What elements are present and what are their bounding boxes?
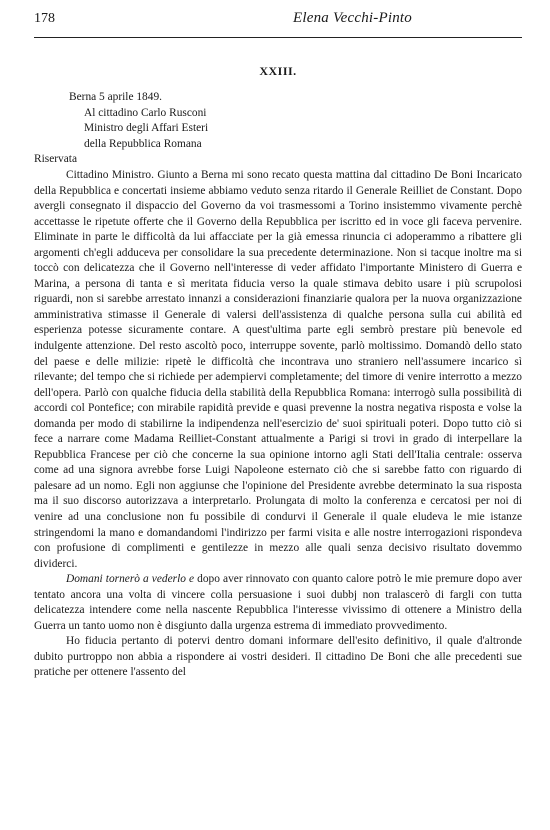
addressee-line: Ministro degli Affari Esteri (84, 122, 209, 135)
paragraph-text: Cittadino Ministro. Giunto a Berna mi sono recato questa mattina dal cittadino De Boni Incaricato della Repubblica e concertati insieme abbiamo veduto senza ritardo il Generale Reilliet de Constant. Dopo avergli consegnato il dispaccio del Governo da voi trasmessomi a Torino insistemmo vivamente perchè accettasse le ripetute offerte che il Governo della Repubblica per iscritto ed in voce gli faceva pervenire. Eliminate in parte le difficoltà da lui affacciate per la già emessa rinuncia ci adoperammo a ribattere gli argomenti ch'egli adduceva per consolidare la sua precedente determinazione. Non si tacque inoltre ma si toccò con delicatezza che il Governo nell'interesse di veder affidato l'importante Ministero di Guerra e Marina, a persona di tanta e sì meritata fiducia verso la quale stimava debito usare i più scrupolosi riguardi, non si sarebbe arrestato innanzi a considerazioni finanziarie qualora per la nuova organizzazione amministrativa stimasse il Generale di valersi dell'assistenza di qualche persona sulla cui abilità ed esperienza potesse sicuramente contare. A quest'ultima parte egli sembrò prestare più benevole ed indulgente attenzione. Del resto ascoltò poco, interruppe sovente, parlò moltissimo. Domandò dello stato del paese e delle milizie: ripetè le difficoltà che incontrava uno straniero nell'assumere incarico sì rilevante; del tempo che si richiede per adempiervi completamente; del timore di venire interrotto a mezzo dell'opera. Parlò con qualche fiducia della stabilità della Repubblica Romana: interrogò sulla possibilità di accordi col Pontefice; con mirabile rapidità previde e quasi prevenne la nostra negativa risposta e volse la domanda per modo di stabilirne la indipendenza nell'esercizio de' suoi spirituali poteri. Dopo tutto ciò si fece a narrare come Madama Reilliet-Constant attualmente a Parigi si trovi in grado di interpellare la Repubblica Francese per ciò che concerne la sua opinione intorno agli Stati dell'Italia centrale: osserva come ad una signora avrebbe forse Luigi Napoleone esternato ciò che si sarebbe fatto con riguardo di palesare ad un nomo. Egli non aggiunse che l'opinione del Presidente avrebbe determinato la sua risposta ma il suo discorso autorizzava a interpretarlo. Prolungata di molto la conferenza e cercatosi per noi di venire ad una conclusione non fu possibile di condurvi il Generale il quale eludeva le mie istanze stringendomi la mano e domandandomi l'indirizzo per farmi visita e alle nostre interrogazioni rispondeva con profusione di complimenti e gentilezze in mezzo alle quali senza decisivo risultato dovemmo dividerci. (34, 168, 522, 570)
addressee-line: Al cittadino Carlo Rusconi (84, 106, 207, 119)
paragraph-italic-lead: Domani tornerò a vederlo e (66, 573, 195, 586)
page-number: 178 (34, 11, 55, 26)
letter-number: XXIII. (259, 64, 297, 78)
confidential-label: Riservata (34, 153, 78, 166)
addressee-line: della Repubblica Romana (84, 137, 202, 150)
running-title: Elena Vecchi-Pinto (293, 10, 412, 26)
paragraph-text: Ho fiducia pertanto di potervi dentro domani informare dell'esito definitivo, il quale d'altronde dubito purtroppo non abbia a rispondere ai vostri desideri. Il cittadino De Boni che alle precedenti sue pratiche per ottenere l'assento del (34, 635, 522, 679)
letter-paragraph (34, 168, 522, 572)
letter-paragraph (34, 572, 522, 634)
paragraph-text: dopo aver rinnovato con quanto calore potrò le mie premure dopo aver tentato ancora una volta di vincere colla persuasione i suoi dubbj non tralascerò di fargli con tutta delicatezza intendere come nella nascente Repubblica l'interesse vivissimo di ottenere a Ministro della Guerra un tanto uomo non è disgiunto dalla urgenza estrema di immediato provvedimento. (34, 573, 522, 632)
addressee-block (34, 106, 522, 153)
page-header (34, 10, 522, 34)
header-rule (34, 37, 522, 38)
date-line: Berna 5 aprile 1849. (69, 91, 162, 103)
letter-paragraph (34, 634, 522, 681)
